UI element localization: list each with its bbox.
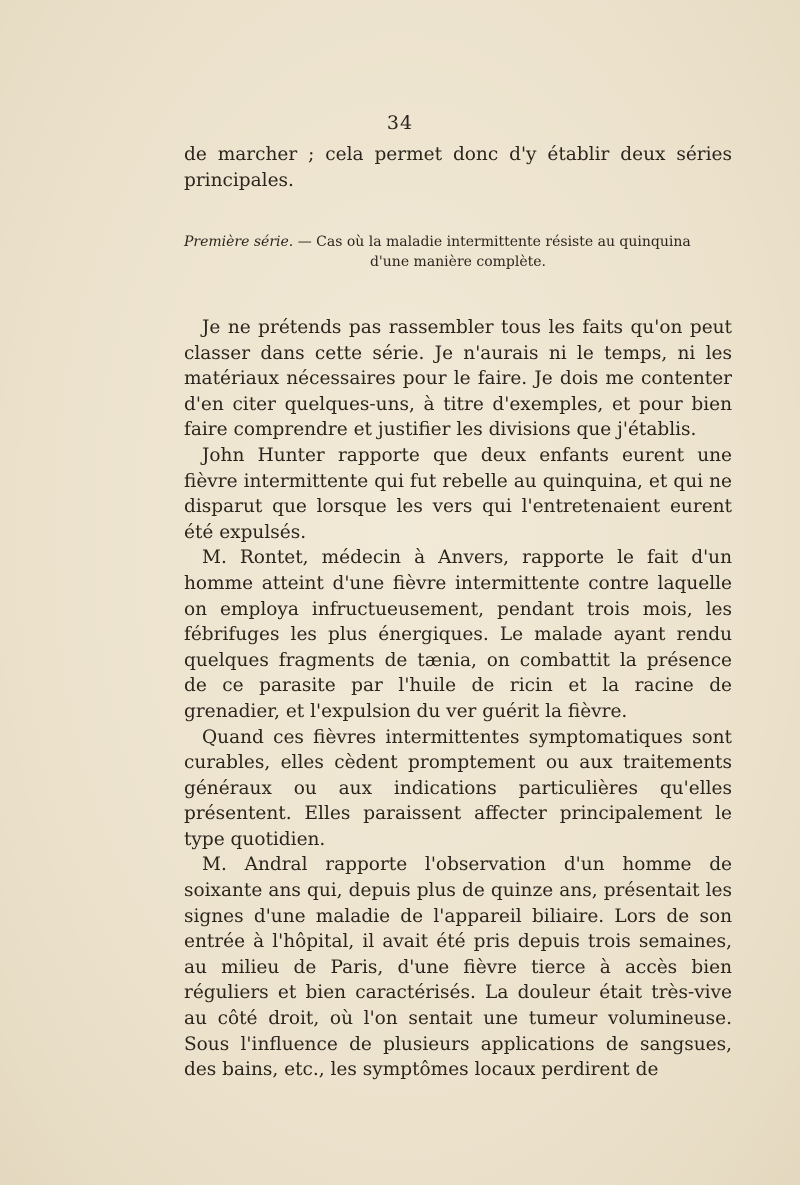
paragraph: M. Andral rapporte l'observation d'un homme de soixante ans qui, depuis plus de quinze ans, présentait les signes d'une maladie de l'appareil biliaire. Lors de son entrée à l'hôpital, il avait été pris depuis trois semaines, au milieu de Paris, d'une fièvre tierce à accès bien réguliers et bien caractérisés. La douleur était très-vive au côté droit, où l'on sentait une tumeur volumineuse. Sous l'influence de plusieurs applications de sangsues, des bains, etc., les symptômes locaux perdirent de [184,854,732,1081]
paragraph: Je ne prétends pas rassembler tous les faits qu'on peut classer dans cette série. Je n'aurais ni le temps, ni les matériaux nécessaires pour le faire. Je dois me contenter d'en citer quelques-uns, à titre d'exemples, et pour bien faire comprendre et justifier les divisions que j'établis. [184,317,732,441]
section-dash: — [293,234,317,250]
section-title-line1: Cas où la maladie intermittente résiste au quinquina [316,234,691,250]
intro-text-block [184,142,732,193]
section-heading [184,232,732,272]
section-title-line2: d'une manière complète. [369,254,547,270]
section-label: Première série. [184,234,294,250]
body-text-block [184,315,732,1083]
paragraph: Quand ces fièvres intermittentes symptomatiques sont curables, elles cèdent promptement ou aux traitements généraux ou aux indications particulières qu'elles présentent. Elles paraissent affecter principalement le type quotidien. [184,726,732,850]
page-number: 34 [386,112,414,134]
paragraph: M. Rontet, médecin à Anvers, rapporte le fait d'un homme atteint d'une fièvre intermittente contre laquelle on employa infructueusement, pendant trois mois, les fébrifuges les plus énergiques. Le malade ayant rendu quelques fragments de tænia, on combattit la présence de ce parasite par l'huile de ricin et la racine de grenadier, et l'expulsion du ver guérit la fièvre. [184,547,732,722]
paragraph: John Hunter rapporte que deux enfants eurent une fièvre intermittente qui fut rebelle au quinquina, et qui ne disparut que lorsque les vers qui l'entretenaient eurent été expulsés. [184,444,732,543]
intro-paragraph: de marcher ; cela permet donc d'y établir deux séries principales. [184,144,732,191]
